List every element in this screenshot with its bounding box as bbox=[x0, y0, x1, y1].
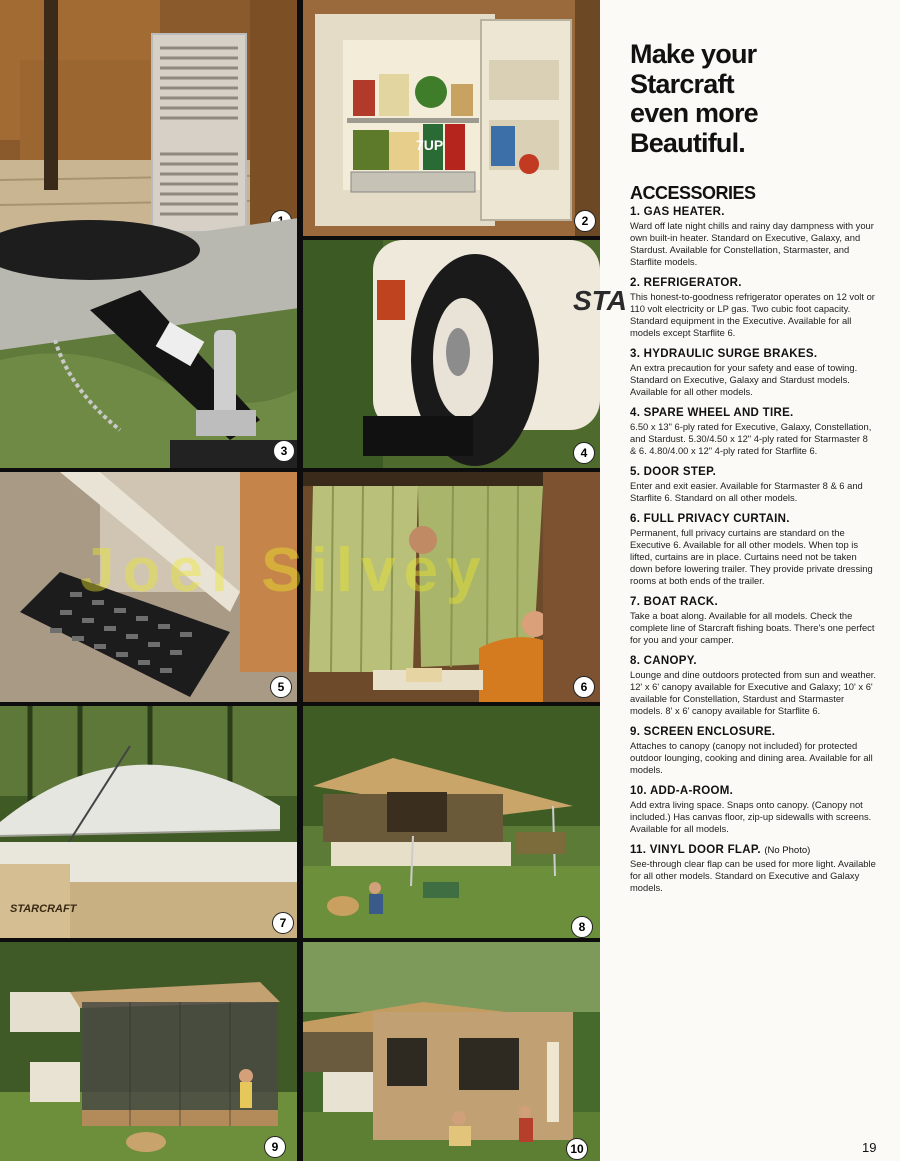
accessory-item bbox=[630, 348, 876, 398]
photo-canopy bbox=[303, 706, 600, 938]
accessory-description: Add extra living space. Snaps onto canopy. (Canopy not included.) Has canvas floor, zip-up sidewalls with screens. Available for all models. bbox=[630, 799, 872, 834]
boat-rack-trailer-brand: STARCRAFT bbox=[10, 903, 77, 915]
photo-number-2: 2 bbox=[574, 210, 596, 232]
accessory-item bbox=[630, 785, 876, 835]
accessory-title: 4. SPARE WHEEL AND TIRE. bbox=[630, 407, 794, 419]
photo-boat-rack bbox=[0, 706, 297, 938]
photo-number-9: 9 bbox=[264, 1136, 286, 1158]
boat-rack-illustration bbox=[0, 706, 297, 938]
accessory-item bbox=[630, 407, 876, 457]
photo-spare-tire bbox=[303, 240, 627, 468]
photo-number-5: 5 bbox=[270, 676, 292, 698]
photo-number-4: 4 bbox=[573, 442, 595, 464]
accessory-item bbox=[630, 655, 876, 717]
accessory-title: 8. CANOPY. bbox=[630, 655, 697, 667]
tire-trailer-text: STA bbox=[573, 285, 627, 316]
accessory-item bbox=[630, 206, 876, 268]
accessory-title: 9. SCREEN ENCLOSURE. bbox=[630, 726, 776, 738]
accessory-title: 11. VINYL DOOR FLAP. bbox=[630, 844, 761, 856]
accessory-title: 3. HYDRAULIC SURGE BRAKES. bbox=[630, 348, 818, 360]
page-headline: Make your Starcraft even more Beautiful. bbox=[630, 39, 758, 158]
accessory-description: Enter and exit easier. Available for Starmaster 8 & 6 and Starflite 6. Standard on all other models. bbox=[630, 480, 863, 503]
accessory-note: (No Photo) bbox=[764, 845, 811, 856]
screen-enclosure-illustration bbox=[0, 942, 297, 1161]
surge-brakes-illustration bbox=[0, 240, 297, 468]
accessory-item bbox=[630, 844, 876, 894]
accessory-description: Take a boat along. Available for all models. Check the complete line of Starcraft fishing boats. There's one perfect for you and your camper. bbox=[630, 610, 875, 645]
accessory-title: 7. BOAT RACK. bbox=[630, 596, 719, 608]
accessory-item bbox=[630, 596, 876, 646]
photo-surge-brakes bbox=[0, 240, 297, 468]
privacy-curtain-illustration bbox=[303, 472, 600, 702]
refrigerator-illustration bbox=[303, 0, 600, 236]
add-a-room-illustration bbox=[303, 942, 600, 1161]
accessory-title: 1. GAS HEATER. bbox=[630, 206, 725, 218]
accessory-title: 10. ADD-A-ROOM. bbox=[630, 785, 734, 797]
accessory-description: This honest-to-goodness refrigerator operates on 12 volt or 110 volt electricity or LP gas. Two cubic foot capacity. Standard equipment in the Executive. Available for all models except Starflite 6. bbox=[630, 291, 875, 338]
photo-screen-enclosure bbox=[0, 942, 297, 1161]
photo-add-a-room bbox=[303, 942, 600, 1161]
accessory-item bbox=[630, 466, 876, 504]
accessory-description: Permanent, full privacy curtains are standard on the Executive 6. Available for all other models. When top is lifted, curtains are in place. Curtains need not be taken down before lowering trailer. They provide private dressing rooms at both ends of the trailer. bbox=[630, 527, 873, 586]
accessories-heading: ACCESSORIES bbox=[630, 183, 756, 203]
fridge-can-label: 7UP bbox=[416, 137, 444, 153]
accessory-title: 6. FULL PRIVACY CURTAIN. bbox=[630, 513, 790, 525]
photo-number-8: 8 bbox=[571, 916, 593, 938]
accessory-item bbox=[630, 277, 876, 339]
photo-number-6: 6 bbox=[573, 676, 595, 698]
accessory-title-row bbox=[630, 844, 876, 856]
accessory-title: 5. DOOR STEP. bbox=[630, 466, 717, 478]
photo-door-step bbox=[0, 472, 297, 702]
accessory-item bbox=[630, 726, 876, 776]
accessory-item bbox=[630, 513, 876, 587]
accessory-description: An extra precaution for your safety and ease of towing. Standard on Executive, Galaxy and Stardust models. Available for all other models. bbox=[630, 362, 858, 397]
door-step-illustration bbox=[0, 472, 297, 702]
photo-gas-heater bbox=[0, 0, 297, 236]
gas-heater-illustration bbox=[0, 0, 297, 236]
watermark-text: Joel Silvey bbox=[80, 536, 489, 605]
accessory-description: 6.50 x 13" 6-ply rated for Executive, Galaxy, Constellation, and Stardust. 5.30/4.50 x 12" 4-ply rated for Starmaster 8 & 6. 4.80/4.00 x 12" 4-ply rated for Starflite 6. bbox=[630, 421, 872, 456]
text-column bbox=[610, 0, 892, 1161]
accessory-description: See-through clear flap can be used for more light. Available for all other models. Standard on Executive and Galaxy models. bbox=[630, 858, 876, 893]
photo-privacy-curtain bbox=[303, 472, 600, 702]
accessory-list bbox=[630, 206, 876, 903]
accessory-description: Attaches to canopy (canopy not included) for protected outdoor lounging, cooking and dining area. Available for all models. bbox=[630, 740, 873, 775]
canopy-illustration bbox=[303, 706, 600, 938]
photo-number-3: 3 bbox=[273, 440, 295, 462]
spare-tire-illustration bbox=[303, 240, 627, 468]
photo-refrigerator bbox=[303, 0, 600, 236]
accessory-description: Ward off late night chills and rainy day dampness with your own built-in heater. Standard on Executive, Galaxy, and Stardust. Available for Constellation, Starmaster, and Starflite models. bbox=[630, 220, 874, 267]
accessory-title: 2. REFRIGERATOR. bbox=[630, 277, 742, 289]
accessory-description: Lounge and dine outdoors protected from sun and weather. 12' x 6' canopy available for Executive and Galaxy; 10' x 6' available for Constellation, Stardust and Starmaster models. 8' x 6' canopy available for Starflite 6. bbox=[630, 669, 877, 716]
photo-number-7: 7 bbox=[272, 912, 294, 934]
page-number: 19 bbox=[862, 1140, 877, 1155]
photo-number-10: 10 bbox=[566, 1138, 588, 1160]
